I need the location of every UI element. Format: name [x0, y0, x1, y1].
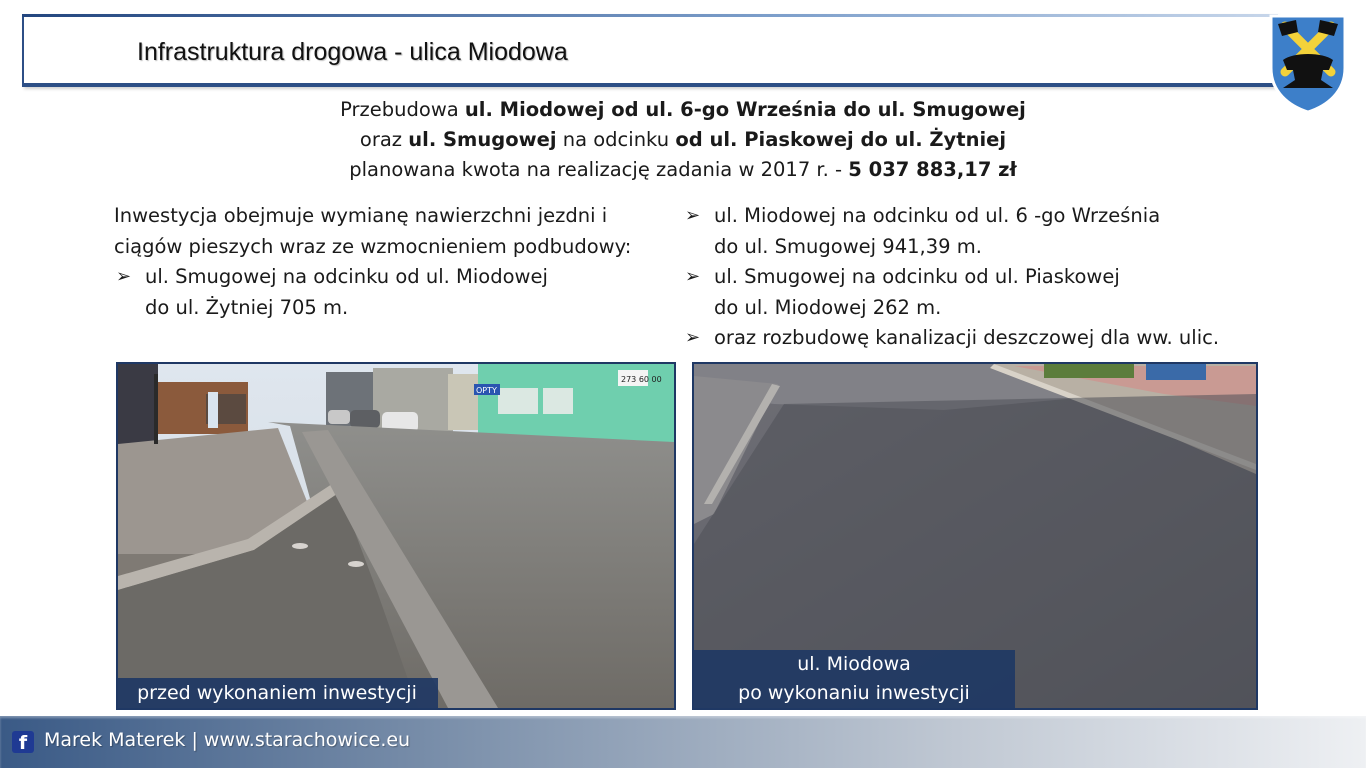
intro-line-2-plain-2: na odcinku: [556, 128, 676, 151]
left-bullet-1: [114, 262, 674, 323]
intro-line-2: [220, 125, 1146, 155]
footer-bar: [0, 716, 1366, 768]
right-bullet-1: [683, 201, 1283, 262]
right-bullet-3-line-1: oraz rozbudowę kanalizacji deszczowej dla ww. ulic.: [714, 326, 1220, 349]
caption-after: [693, 650, 1015, 708]
right-bullet-2-line-2: do ul. Miodowej 262 m.: [714, 295, 942, 319]
city-crest-icon: [1265, 10, 1351, 114]
street-before-illustration: [118, 364, 674, 708]
intro-line-1: [220, 95, 1146, 125]
right-bullet-2: [683, 262, 1283, 323]
intro-line-1-plain: Przebudowa: [340, 98, 465, 121]
caption-after-line-1: ul. Miodowa: [797, 653, 911, 675]
shop-sign-phone: 273 60 00: [621, 375, 662, 384]
shop-sign-opty: OPTY: [476, 386, 497, 395]
intro-line-2-bold-2: od ul. Piaskowej do ul. Żytniej: [675, 128, 1007, 151]
intro-text: [220, 95, 1146, 185]
bullet-arrow-icon: ➢: [685, 327, 701, 348]
caption-after-line-2: po wykonaniu inwestycji: [738, 682, 970, 704]
facebook-icon[interactable]: f: [12, 731, 34, 753]
bullet-arrow-icon: ➢: [116, 266, 132, 287]
left-text-line-2: ciągów pieszych wraz ze wzmocnieniem podbudowy:: [114, 234, 632, 258]
intro-line-3-plain: planowana kwota na realizację zadania w 2017 r. -: [349, 158, 849, 181]
intro-line-2-plain-1: oraz: [359, 128, 409, 151]
left-column: [114, 201, 674, 323]
left-bullet-1-line-2: do ul. Żytniej 705 m.: [145, 295, 349, 319]
right-bullet-2-line-1: ul. Smugowej na odcinku od ul. Piaskowej: [714, 265, 1120, 288]
right-bullet-3: [683, 323, 1283, 354]
footer-text[interactable]: Marek Materek | www.starachowice.eu: [44, 729, 411, 751]
caption-before: przed wykonaniem inwestycji: [116, 678, 438, 708]
intro-line-2-bold-1: ul. Smugowej: [408, 128, 557, 151]
right-bullet-1-line-2: do ul. Smugowej 941,39 m.: [714, 234, 982, 258]
bullet-arrow-icon: ➢: [685, 266, 701, 287]
page-title: Infrastruktura drogowa - ulica Miodowa: [137, 38, 568, 66]
right-bullet-1-line-1: ul. Miodowej na odcinku od ul. 6 -go Września: [714, 204, 1161, 227]
budget-amount: 5 037 883,17 zł: [848, 158, 1017, 181]
photo-before: [116, 362, 676, 710]
bullet-arrow-icon: ➢: [685, 205, 701, 226]
intro-line-1-bold: ul. Miodowej od ul. 6-go Września do ul. Smugowej: [464, 98, 1026, 121]
intro-line-3: [220, 155, 1146, 185]
left-text-line-1: Inwestycja obejmuje wymianę nawierzchni jezdni i: [114, 204, 608, 227]
left-bullet-1-line-1: ul. Smugowej na odcinku od ul. Miodowej: [145, 265, 548, 288]
title-box: [22, 14, 1278, 87]
right-column: [683, 201, 1283, 354]
